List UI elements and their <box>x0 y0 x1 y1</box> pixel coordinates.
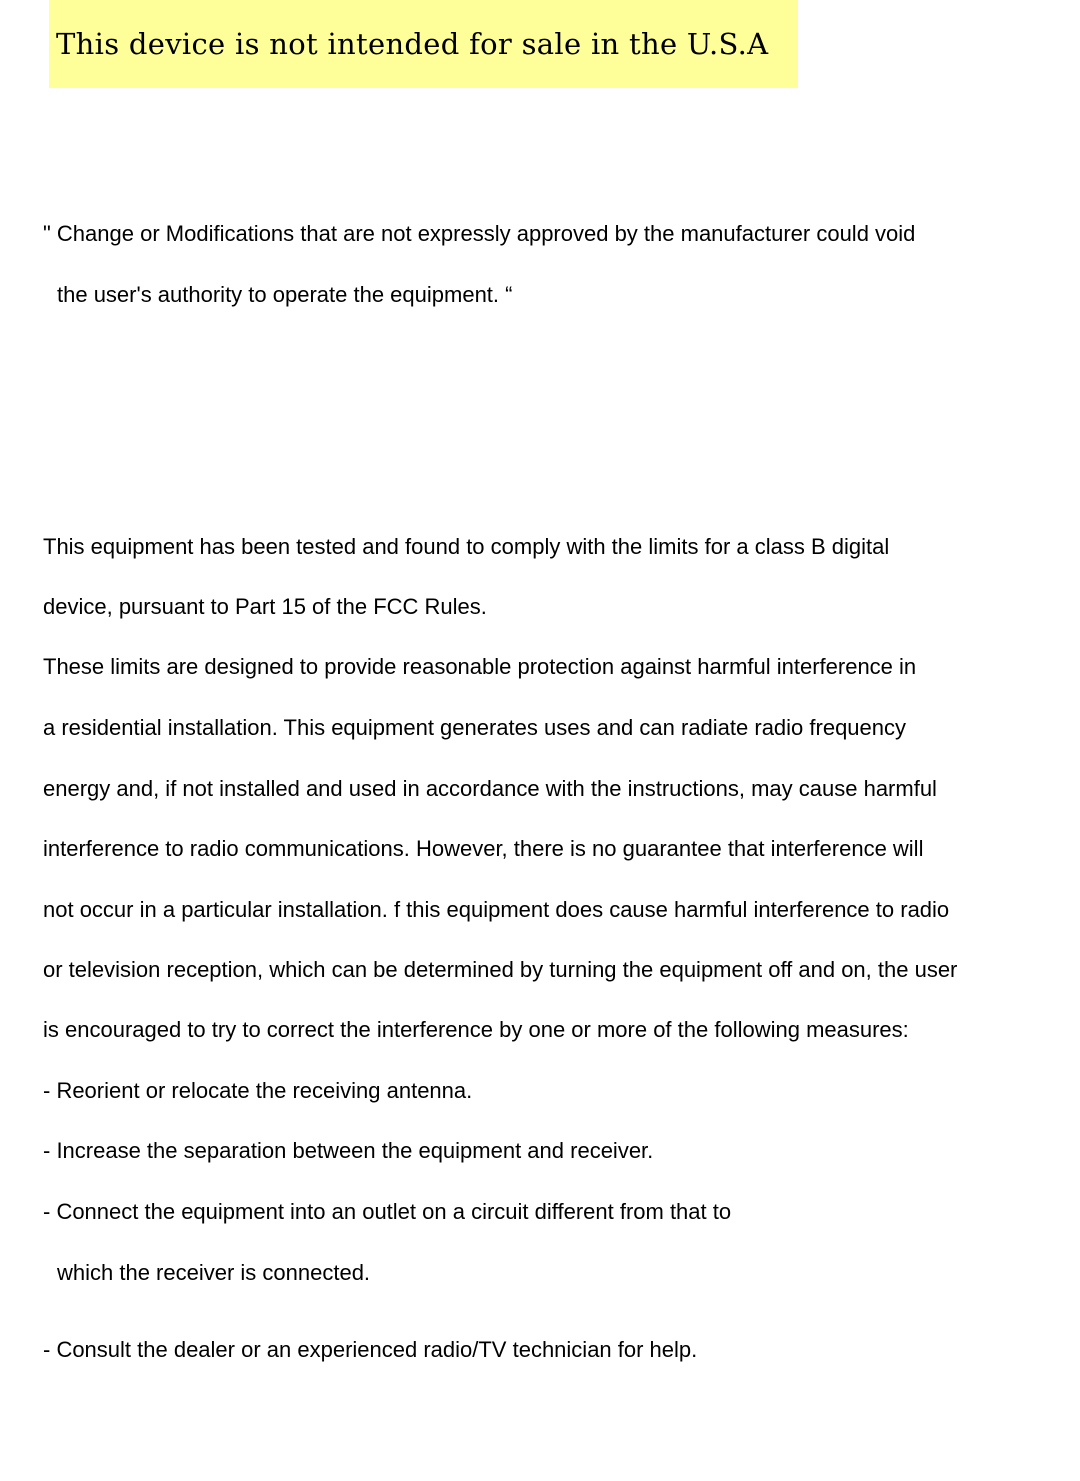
fcc-line-3: These limits are designed to provide reasonable protection against harmful interference in <box>43 654 917 679</box>
fcc-line-4: a residential installation. This equipment generates uses and can radiate radio frequency <box>43 715 907 740</box>
fcc-line-8: or television reception, which can be determined by turning the equipment off and on, the user <box>43 957 958 982</box>
banner-text: This device is not intended for sale in the U.S.A <box>56 27 769 61</box>
sale-restriction-banner <box>49 0 798 88</box>
fcc-line-1: This equipment has been tested and found to comply with the limits for a class B digital <box>43 534 890 559</box>
measure-item-4: - Consult the dealer or an experienced radio/TV technician for help. <box>43 1337 698 1362</box>
warning-line-2: the user's authority to operate the equipment. “ <box>57 282 513 307</box>
fcc-line-2: device, pursuant to Part 15 of the FCC Rules. <box>43 594 487 619</box>
fcc-line-6: interference to radio communications. However, there is no guarantee that interference will <box>43 836 924 861</box>
measure-item-1: - Reorient or relocate the receiving antenna. <box>43 1078 473 1103</box>
fcc-line-5: energy and, if not installed and used in accordance with the instructions, may cause harmful <box>43 776 937 801</box>
measure-item-3: - Connect the equipment into an outlet on a circuit different from that to <box>43 1199 732 1224</box>
measure-item-3-continued: which the receiver is connected. <box>57 1260 371 1285</box>
fcc-line-7: not occur in a particular installation. f this equipment does cause harmful interference to radio <box>43 897 950 922</box>
measure-item-2: - Increase the separation between the equipment and receiver. <box>43 1138 654 1163</box>
warning-line-1: " Change or Modifications that are not expressly approved by the manufacturer could void <box>43 221 916 246</box>
fcc-line-9: is encouraged to try to correct the interference by one or more of the following measures: <box>43 1017 909 1042</box>
